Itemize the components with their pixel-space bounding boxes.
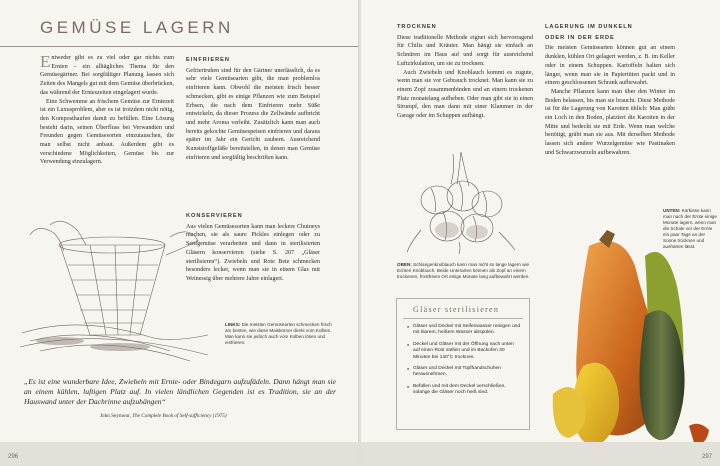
sterilize-box-title: Gläser sterilisieren: [403, 299, 523, 319]
lagerung-heading: LAGERUNG IM DUNKELN: [545, 24, 633, 30]
einfrieren-section: [186, 56, 320, 162]
left-page-number: 296: [8, 454, 19, 460]
right-footer: [361, 442, 720, 466]
quote-text: „Es ist eine wunderbare Idee, Zwiebeln mit Ernte- oder Bindegarn aufzufädeln. Dann hängt man sie an einem kühlen, luftigen Platz auf. In vielen ländlichen Gegenden ist es Tradition, sie an der Hauswand unter der Dachrinne aufzuhängen“: [24, 377, 336, 407]
left-footer: [0, 442, 359, 466]
drop-cap: E: [40, 52, 51, 71]
trocknen-section: [397, 23, 533, 121]
squash-caption-label: UNTEN:: [663, 208, 681, 213]
sterilize-step: ■ Befüllen und mit dem Deckel verschließen, solange die Gläser noch heiß sind.: [407, 384, 521, 397]
intro-paragraph-1: Entweder gibt es zu viel oder gar nichts zum Ernten – ein alltägliches Thema für den Gemüsegärtner. Bei sorgfältiger Planung lassen sich Zeiten des Mangels gut mit dem Gemüse überbrücken, das während der Ernteszeiten eingelagert wurde.: [40, 52, 174, 96]
einfrieren-text: Gefriertruhen sind für den Gärtner unerlässlich, da es sehr viele Gemüsearten gibt, die man problemlos einfrieren kann. Obwohl die meisten frisch besser schmecken, gibt es einige Pflanzen wie zum Beispiel Erbsen, die nach dem Einfrieren mehr Süße entwickeln, da dieser Prozess die Zellwände aufbricht und mehr Aroma verleiht. Zusätzlich kann man auch bereits gekochte Gemüsespeisen einfrieren und daraus später im Jahr ein Gericht zaubern. Ausreichend Kunststoffgefäße bereitstellen, in denen man Gemüse einfrieren und sorgfältig beschriften kann.: [186, 67, 320, 161]
sterilize-list: [397, 319, 529, 397]
garlic-caption-label: OBEN:: [397, 262, 412, 267]
einfrieren-heading: EINFRIEREN: [186, 57, 230, 63]
trocknen-text-1: Diese traditionelle Methode eignet sich hervorragend für Chilis und Kräuter. Man hängt sie einfach an Schnüren im Haus auf und sorgt für ausreichend Luftzirkulation, um sie zu trocknen.: [397, 34, 533, 67]
garlic-caption-text: Schlangenknoblauch kann man nicht so lange lagern wie Echten Knoblauch. Beide Unterarten können als Zopf an einem trockenen, frostfreien Ort einige Monate lang aufbewahrt werden.: [397, 262, 530, 279]
konservieren-heading: KONSERVIEREN: [186, 213, 243, 219]
trocknen-text-2: Auch Zwiebeln und Knoblauch kommt es zugute, wenn man sie vor Gebrauch trocknet. Man kann sie zu einem Zopf zusammenbinden und an einem trockenen Platz monatelang aufheben. Oder man gibt sie in einen Strumpf, den man dann mit einer Klammer in der Garage oder im Schuppen aufhängt.: [397, 69, 533, 120]
corn-caption-text: Die meisten Gemüsearten schmecken frisch am besten, wie diese Maiskörner direkt vom Kolben. Man kann sie jedoch auch vom Kolben lösen und einfrieren.: [225, 322, 332, 345]
lagerung-text-1: Die meisten Gemüsearten können gut an einem dunklen, kühlen Ort gelagert werden, z. B. im Keller oder in einem Schuppen. Kartoffeln halten sich länger, wenn man sie in Papiertüten packt und in einem geschlossenen Schrank aufbewahrt.: [545, 45, 675, 87]
garlic-caption: [397, 262, 533, 280]
squash-caption-text: Kürbisse kann man nach der Ernte einige Monate lagern, wenn man die Schale vor der Ernte ein paar Tage an der Sonne trocknen und aushärten lässt.: [663, 208, 717, 249]
left-page: [0, 0, 359, 466]
quote-book: The Complete Book of Self-sufficiency (1975): [132, 413, 227, 419]
title-rule: [0, 46, 359, 47]
corn-caption-label: LINKS:: [225, 322, 241, 327]
right-page: [361, 0, 720, 466]
sterilize-box: [396, 298, 530, 430]
intro-column: [40, 54, 174, 167]
quote-author: John Seymour,: [100, 413, 131, 419]
lagerung-text-2: Manche Pflanzen kann man über den Winter im Boden belassen, bis man sie braucht. Diese Methode ist für die Lagerung von Karotten üblich: Man gräbt ein Loch in den Boden, platziert die Karotten in der Mitte und bedeckt sie mit Erde. Wenn man welche benötigt, gräbt man sie aus. Mit derselben Methode lassen sich andere Wurzelgemüse wie Pastinaken und Schwarzwurzeln aufbewahren.: [545, 88, 675, 156]
corn-caption: [225, 322, 333, 346]
sterilize-step: ■ Gläser und Deckel mit Seifenwasser reinigen und mit klarem, heißem Wasser abspülen.: [407, 324, 521, 337]
quote-source: [100, 413, 227, 419]
konservieren-text: Aus vielen Gemüsesorten kann man leckere Chutneys machen, sie als saure Pickles einlegen oder zu Senfgemüse verarbeiten und dann in sterilisierten Gläsern konservieren (siehe S. 207 „Gläser sterilisieren“). Zwiebeln und Rote Bete schmecken besonders lecker, wenn man sie in einem Glas mit Weinessig über mehrere Jahre einlagert.: [186, 223, 320, 282]
intro-paragraph-2: Eine Schwemme an frischem Gemüse zur Erntezeit ist ein Luxusproblem, aber es ist trotzdem nicht nötig, den Komposthaufen damit zu befüllen. Eine Lösung besteht darin, seinen Überfluss bei Verwandten und Freunden gegen Gemüsesorten einzutauschen, die man selbst nicht anbaut. Außerdem gibt es verschiedene Möglichkeiten, Gemüse bis zur Verwendung einzulagern.: [40, 98, 174, 166]
squash-photo: [549, 226, 714, 456]
lagerung-subheading: ODER IN DER ERDE: [545, 34, 615, 41]
right-page-number: 297: [701, 454, 712, 460]
sterilize-step: ■ Deckel und Gläser mit der Öffnung nach unten auf einen Rost stellen und im Backofen 30 Minuten bei 140°C trocknen.: [407, 342, 521, 361]
lagerung-section: [545, 23, 675, 158]
page-title: GEMÜSE LAGERN: [40, 18, 234, 37]
garlic-illustration: [401, 150, 521, 255]
corn-basket-illustration: [20, 215, 210, 365]
trocknen-heading: TROCKNEN: [397, 24, 437, 30]
sterilize-step: ■ Gläser und Deckel mit Topfhandschuhen herausnehmen.: [407, 366, 521, 379]
